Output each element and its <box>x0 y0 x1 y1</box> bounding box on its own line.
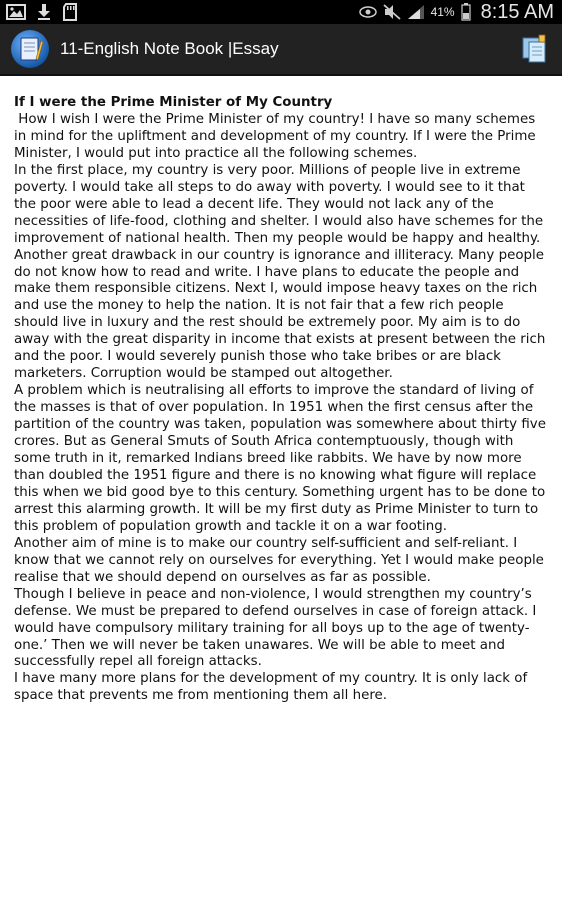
status-right-group <box>359 1 554 24</box>
clock-time: 8:15 AM <box>480 0 554 23</box>
status-bar <box>0 0 562 24</box>
essay-paragraph: In the first place, my country is very poor. Millions of people live in extreme poverty. I would take all steps to do away with poverty. I would see to it that the poor were able to lead a decent life. They would not lack any of the necessities of life-food, clothing and shelter. I would also have schemes for the improvement of national health. Then my people would be happy and healthy. <box>14 162 548 246</box>
image-icon <box>6 4 26 20</box>
mute-icon <box>383 4 401 20</box>
download-icon <box>36 3 52 21</box>
battery-icon <box>461 3 471 21</box>
action-bar <box>0 24 562 76</box>
essay-paragraph: A problem which is neutralising all efforts to improve the standard of living of the masses is that of over population. In 1951 when the first census after the partition of the country was taken, population was somewhere about thirty five crores. But as General Smuts of South Africa contemptuously, though with some truth in it, remarked Indians breed like rabbits. We have by now more than doubled the 1951 figure and there is no knowing what figure will replace this when we bid good bye to this century. Something urgent has to be done to arrest this alarming growth. It will be my first duty as Prime Minister to turn to this problem of population growth and tackle it on a war footing. <box>14 383 551 534</box>
copy-icon[interactable] <box>518 32 552 66</box>
notebook-app-icon[interactable] <box>10 29 50 69</box>
essay-paragraph: Another great drawback in our country is ignorance and illiteracy. Many people do not know how to read and write. I have plans to educate the people and make them responsible citizens. Next I, would impose heavy taxes on the rich and use the money to help the nation. It is not fair that a few rich people should live in luxury and the rest should be extremely poor. My aim is to do away with the great disparity in income that exists at present between the rich and the poor. I would severely punish those who take bribes or are black marketers. Corruption would be stamped out altogether. <box>14 247 550 382</box>
status-left-group <box>6 3 78 21</box>
essay-paragraph: Another aim of mine is to make our country self-sufficient and self-reliant. I know that we cannot rely on ourselves for everything. Yet I would make people realise that we should depend on ourselves as far as possible. <box>14 535 549 585</box>
essay-paragraph: I have many more plans for the development of my country. It is only lack of space that prevents me from mentioning them all here. <box>14 671 532 704</box>
essay-title: If I were the Prime Minister of My Country <box>14 95 333 110</box>
eye-icon <box>359 6 377 18</box>
signal-icon <box>407 4 425 20</box>
battery-percent: 41% <box>430 5 455 19</box>
essay-paragraph: Though I believe in peace and non-violence, I would strengthen my country’s defense. We must be prepared to defend ourselves in case of foreign attack. I would have compulsory military training for all boys up to the age of twenty-one.’ Then we will never be taken unawares. We will be able to meet and successfully repel all foreign attacks. <box>14 586 541 670</box>
essay-paragraph: How I wish I were the Prime Minister of my country! I have so many schemes in mind for the upliftment and development of my country. If I were the Prime Minister, I would put into practice all the following schemes. <box>14 111 540 161</box>
app-title: 11-English Note Book |Essay <box>60 39 279 58</box>
sd-card-icon <box>62 3 78 21</box>
essay-content <box>0 76 562 705</box>
